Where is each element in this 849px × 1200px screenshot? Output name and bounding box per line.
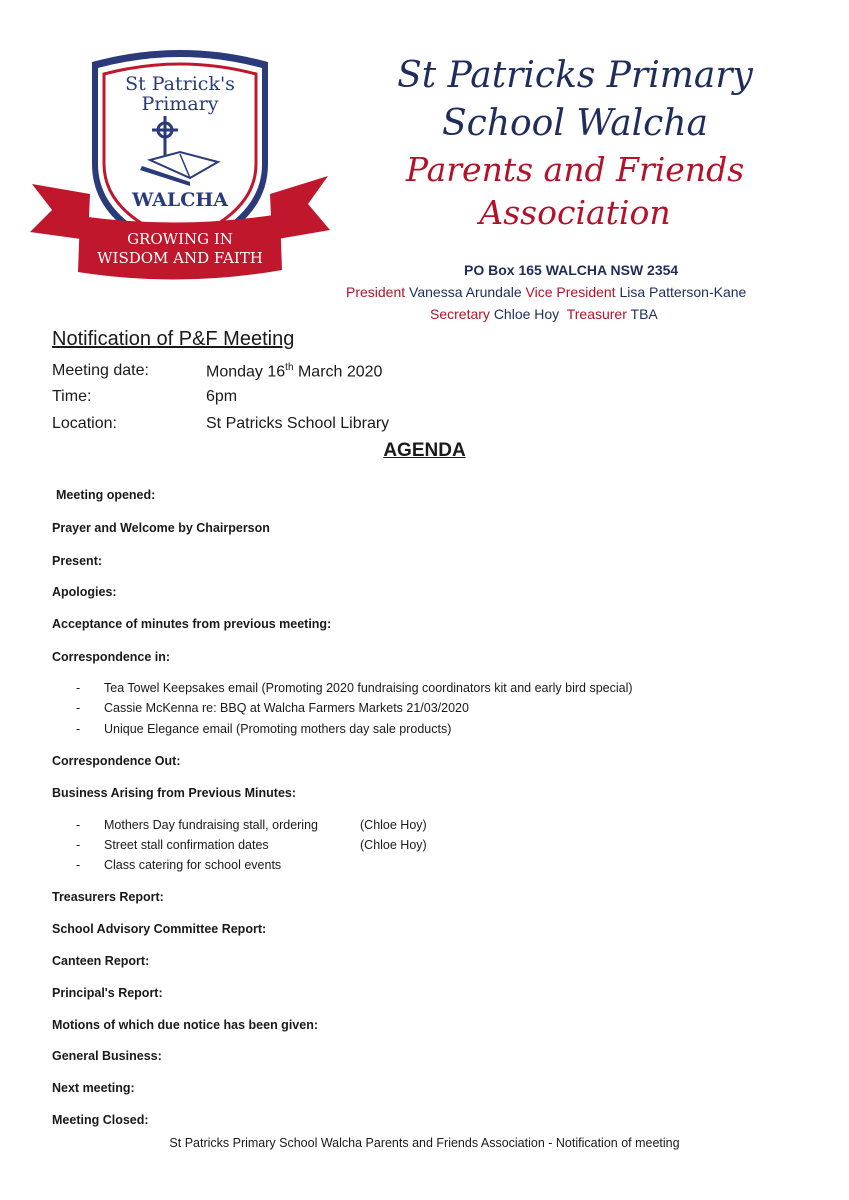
school-title-line1: St Patricks Primary <box>397 55 753 96</box>
logo-motto1: GROWING IN <box>127 230 233 248</box>
list-item: Unique Elegance email (Promoting mothers day sale products) <box>104 722 452 736</box>
meeting-date-suffix: th <box>285 362 294 373</box>
agenda-business-arising: Business Arising from Previous Minutes: <box>52 786 297 800</box>
meeting-date-day: Monday 16 <box>206 363 286 381</box>
meeting-date-value <box>206 362 382 381</box>
association-title-line1: Parents and Friends <box>405 150 745 189</box>
list-item: Class catering for school events <box>104 858 282 872</box>
time-label: Time: <box>52 388 92 405</box>
treasurer-label: Treasurer <box>566 306 627 322</box>
school-title-line2: School Walcha <box>442 103 708 144</box>
agenda-principals-report: Principal's Report: <box>52 986 163 1000</box>
list-item: Street stall confirmation dates <box>104 838 269 852</box>
time-value: 6pm <box>206 388 238 405</box>
secretary-label: Secretary <box>430 306 490 322</box>
logo-line1: St Patrick's <box>125 73 235 95</box>
treasurer-name: TBA <box>630 306 658 322</box>
logo-place: WALCHA <box>131 189 229 211</box>
agenda-correspondence-out: Correspondence Out: <box>52 754 181 768</box>
president-name: Vanessa Arundale <box>409 284 522 300</box>
agenda-motions: Motions of which due notice has been given: <box>52 1018 318 1032</box>
agenda-canteen-report: Canteen Report: <box>52 954 150 968</box>
bullet-dash: - <box>76 818 81 832</box>
president-label: President <box>346 284 406 300</box>
agenda-prayer: Prayer and Welcome by Chairperson <box>52 521 270 535</box>
logo-line2: Primary <box>141 93 219 115</box>
meeting-date-rest: March 2020 <box>293 363 383 381</box>
officers-line1 <box>346 284 746 300</box>
meeting-date-label: Meeting date: <box>52 362 149 379</box>
agenda-heading: AGENDA <box>383 440 466 461</box>
officers-line2 <box>430 306 658 322</box>
agenda-present: Present: <box>52 554 103 568</box>
list-item: Cassie McKenna re: BBQ at Walcha Farmers Markets 21/03/2020 <box>104 701 469 715</box>
bullet-dash: - <box>76 858 81 872</box>
agenda-apologies: Apologies: <box>52 585 117 599</box>
agenda-meeting-closed: Meeting Closed: <box>52 1113 149 1127</box>
vice-president-name: Lisa Patterson-Kane <box>619 284 747 300</box>
page-footer: St Patricks Primary School Walcha Parents and Friends Association - Notification of meeting <box>169 1136 680 1150</box>
address: PO Box 165 WALCHA NSW 2354 <box>464 262 679 278</box>
list-item-note: (Chloe Hoy) <box>360 818 427 832</box>
agenda-sac-report: School Advisory Committee Report: <box>52 922 267 936</box>
list-item-note: (Chloe Hoy) <box>360 838 427 852</box>
list-item: Tea Towel Keepsakes email (Promoting 2020 fundraising coordinators kit and early bird special) <box>104 681 633 695</box>
agenda-acceptance: Acceptance of minutes from previous meeting: <box>52 617 332 631</box>
secretary-name: Chloe Hoy <box>493 306 560 322</box>
agenda-meeting-opened: Meeting opened: <box>56 488 156 502</box>
logo-motto2: WISDOM AND FAITH <box>97 249 263 267</box>
agenda-general-business: General Business: <box>52 1049 162 1063</box>
agenda-correspondence-in: Correspondence in: <box>52 650 171 664</box>
bullet-dash: - <box>76 681 81 695</box>
bullet-dash: - <box>76 722 81 736</box>
vice-president-label: Vice President <box>525 284 616 300</box>
notification-title: Notification of P&F Meeting <box>52 328 295 350</box>
school-crest-logo <box>30 44 330 284</box>
location-value: St Patricks School Library <box>206 415 390 432</box>
association-title-line2: Association <box>479 193 671 232</box>
list-item: Mothers Day fundraising stall, ordering <box>104 818 318 832</box>
bullet-dash: - <box>76 838 81 852</box>
agenda-next-meeting: Next meeting: <box>52 1081 135 1095</box>
bullet-dash: - <box>76 701 81 715</box>
agenda-treasurers-report: Treasurers Report: <box>52 890 164 904</box>
location-label: Location: <box>52 415 117 432</box>
